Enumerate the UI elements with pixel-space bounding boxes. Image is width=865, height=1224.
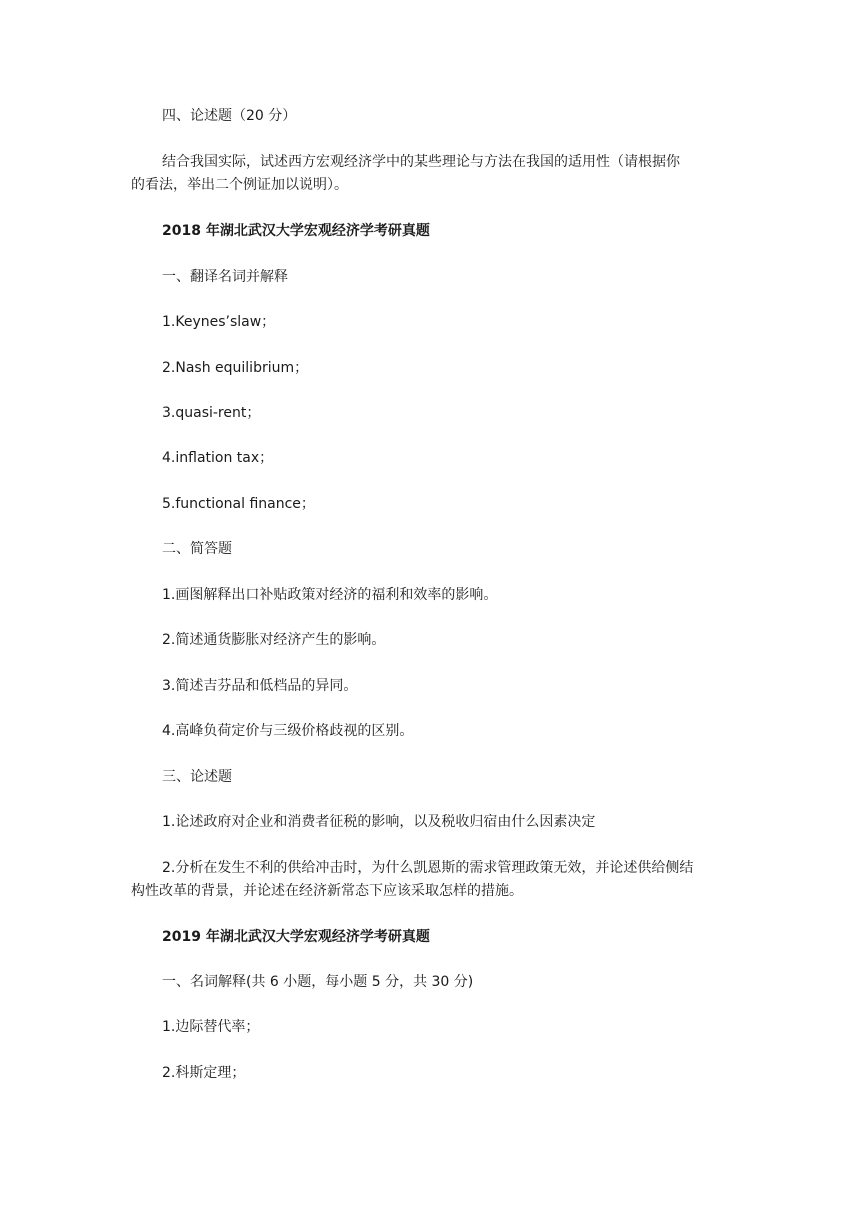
- essay-question-line-2: 的看法，举出二个例证加以说明）。: [131, 177, 348, 193]
- exam-title-2018: 2018 年湖北武汉大学宏观经济学考研真题: [162, 223, 430, 239]
- short-answer-3: 3.简述吉芬品和低档品的异同。: [162, 678, 358, 694]
- section-four-heading: 四、论述题（20 分）: [162, 108, 297, 124]
- term-item-2: 2.Nash equilibrium；: [162, 360, 309, 376]
- term-item-1: 1.Keynes’slaw；: [162, 314, 276, 330]
- section-one-heading-2019: 一、名词解释(共 6 小题，每小题 5 分，共 30 分): [162, 974, 474, 990]
- exam-title-2019: 2019 年湖北武汉大学宏观经济学考研真题: [162, 929, 430, 945]
- section-three-heading: 三、论述题: [162, 769, 232, 785]
- definition-item-2: 2.科斯定理；: [162, 1065, 246, 1081]
- essay-item-2-line-1: 2.分析在发生不利的供给冲击时，为什么凯恩斯的需求管理政策无效，并论述供给侧结: [162, 860, 694, 876]
- term-item-5: 5.functional finance；: [162, 496, 315, 512]
- short-answer-4: 4.高峰负荷定价与三级价格歧视的区别。: [162, 723, 414, 739]
- short-answer-2: 2.简述通货膨胀对经济产生的影响。: [162, 632, 386, 648]
- essay-question-line-1: 结合我国实际，试述西方宏观经济学中的某些理论与方法在我国的适用性（请根据你: [162, 154, 680, 170]
- definition-item-1: 1.边际替代率；: [162, 1019, 260, 1035]
- essay-item-1: 1.论述政府对企业和消费者征税的影响，以及税收归宿由什么因素决定: [162, 814, 596, 830]
- section-two-heading: 二、简答题: [162, 541, 232, 557]
- section-one-heading-2018: 一、翻译名词并解释: [162, 269, 288, 285]
- term-item-3: 3.quasi-rent；: [162, 405, 261, 421]
- short-answer-1: 1.画图解释出口补贴政策对经济的福利和效率的影响。: [162, 587, 498, 603]
- term-item-4: 4.inflation tax；: [162, 450, 274, 466]
- essay-item-2-line-2: 构性改革的背景，并论述在经济新常态下应该采取怎样的措施。: [131, 883, 523, 899]
